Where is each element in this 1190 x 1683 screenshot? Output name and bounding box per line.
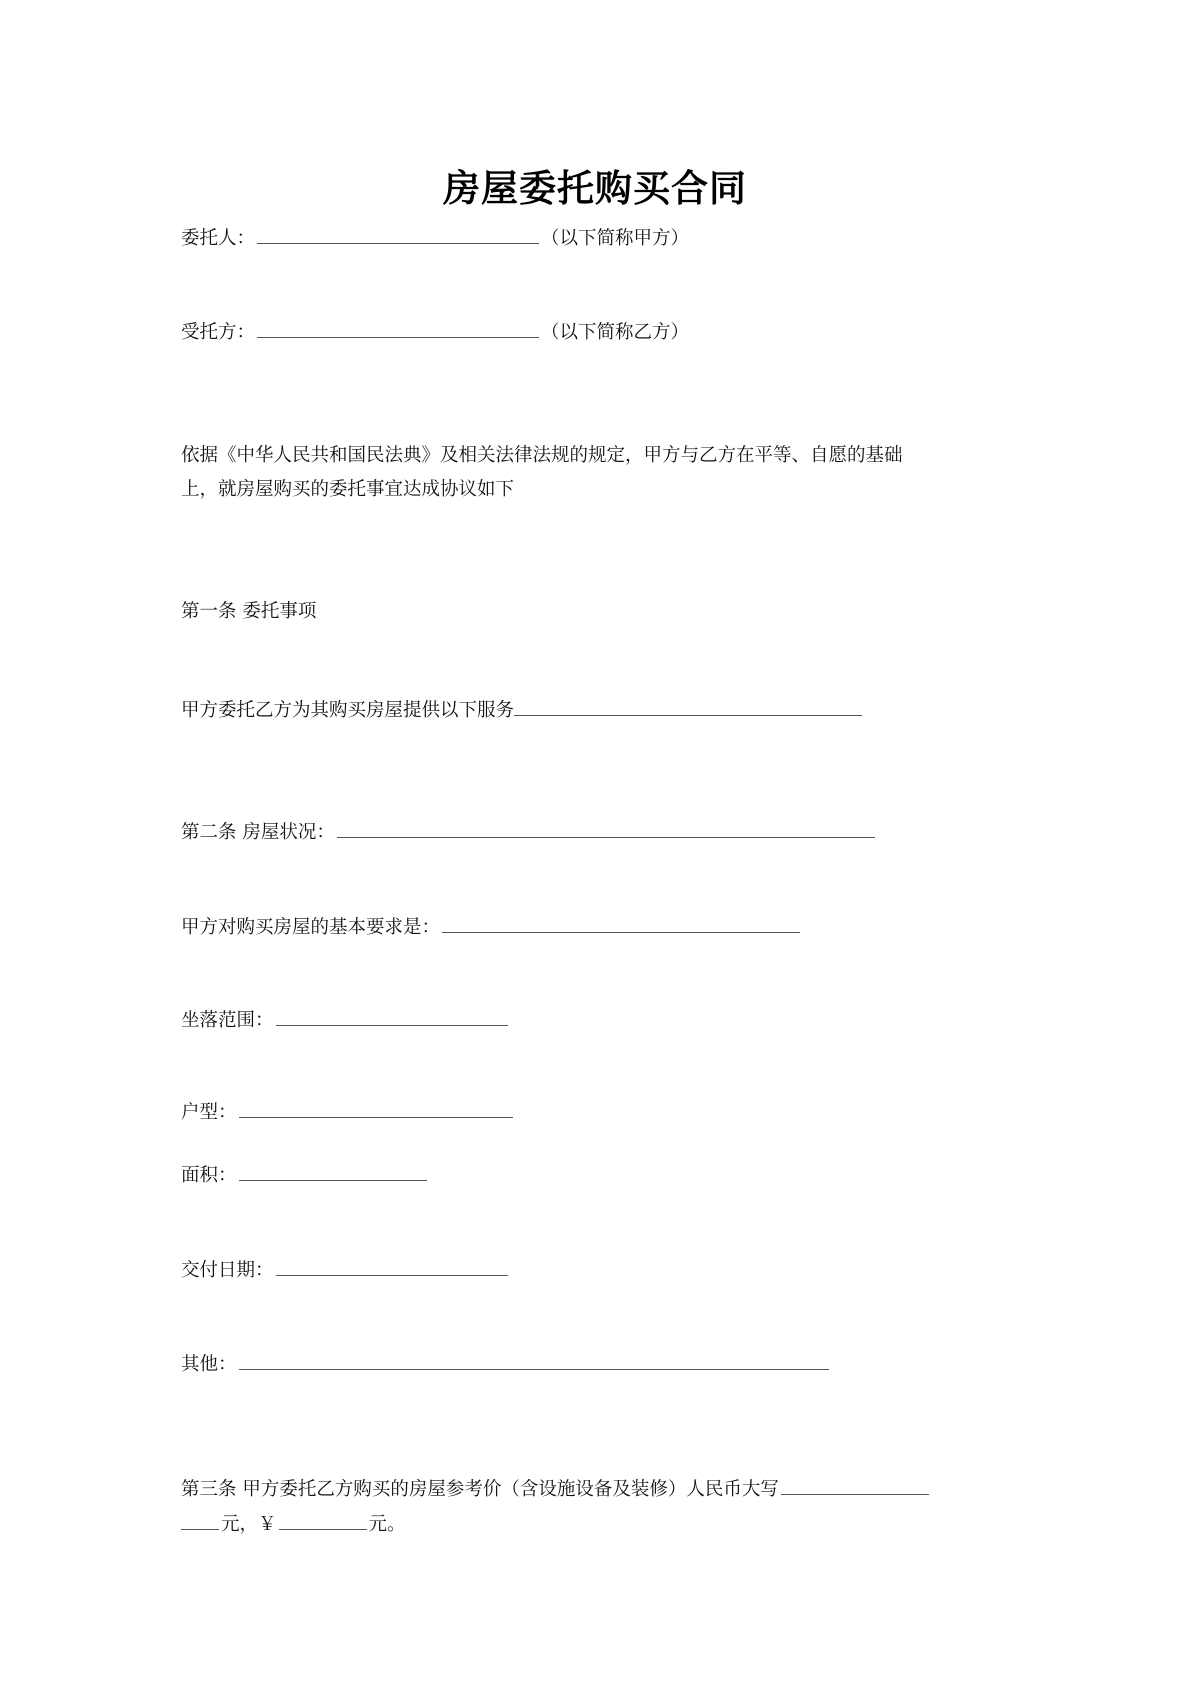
requirements-line: [181, 912, 802, 941]
price-words-blank[interactable]: [781, 1474, 929, 1495]
location-blank[interactable]: [276, 1005, 508, 1026]
location-line: [181, 1005, 510, 1034]
article1-text: 甲方委托乙方为其购买房屋提供以下服务: [181, 700, 515, 721]
yuan-label-2: 元。: [368, 1514, 406, 1535]
principal-line: [181, 223, 689, 252]
principal-label: 委托人：: [181, 228, 256, 249]
layout-label: 户型：: [181, 1102, 237, 1123]
agent-line: [181, 317, 689, 346]
price-number-blank[interactable]: [279, 1509, 367, 1530]
article3-line-2: [181, 1509, 406, 1538]
other-line: [181, 1349, 831, 1378]
requirements-label: 甲方对购买房屋的基本要求是：: [181, 917, 441, 938]
article3-line-1: [181, 1474, 931, 1503]
preamble-line-2: 上，就房屋购买的委托事宜达成协议如下: [181, 479, 515, 500]
area-line: [181, 1160, 429, 1189]
price-words-blank-cont[interactable]: [181, 1509, 219, 1530]
yuan-label-1: 元，￥: [221, 1514, 277, 1535]
layout-line: [181, 1097, 515, 1126]
delivery-date-line: [181, 1255, 510, 1284]
document-title: 房屋委托购买合同: [443, 166, 747, 210]
area-blank[interactable]: [239, 1160, 427, 1181]
preamble-line-1: 依据《中华人民共和国民法典》及相关法律法规的规定，甲方与乙方在平等、自愿的基础: [181, 445, 903, 466]
delivery-date-blank[interactable]: [276, 1255, 508, 1276]
agent-suffix: （以下简称乙方）: [541, 322, 690, 343]
agent-label: 受托方：: [181, 322, 256, 343]
delivery-date-label: 交付日期：: [181, 1260, 274, 1281]
layout-blank[interactable]: [239, 1097, 513, 1118]
principal-blank[interactable]: [257, 223, 539, 244]
principal-suffix: （以下简称甲方）: [541, 228, 690, 249]
article3-text: 第三条 甲方委托乙方购买的房屋参考价（含设施设备及装修）人民币大写: [181, 1479, 779, 1500]
services-blank[interactable]: [514, 695, 862, 716]
area-label: 面积：: [181, 1165, 237, 1186]
article2-heading: 第二条 房屋状况：: [181, 822, 335, 843]
other-blank[interactable]: [239, 1349, 829, 1370]
article1-text-line: [181, 695, 864, 724]
other-label: 其他：: [181, 1354, 237, 1375]
article2-heading-line: [181, 817, 877, 846]
requirements-blank[interactable]: [442, 912, 800, 933]
house-condition-blank[interactable]: [337, 817, 875, 838]
agent-blank[interactable]: [257, 317, 539, 338]
location-label: 坐落范围：: [181, 1010, 274, 1031]
article1-heading: 第一条 委托事项: [181, 601, 317, 622]
